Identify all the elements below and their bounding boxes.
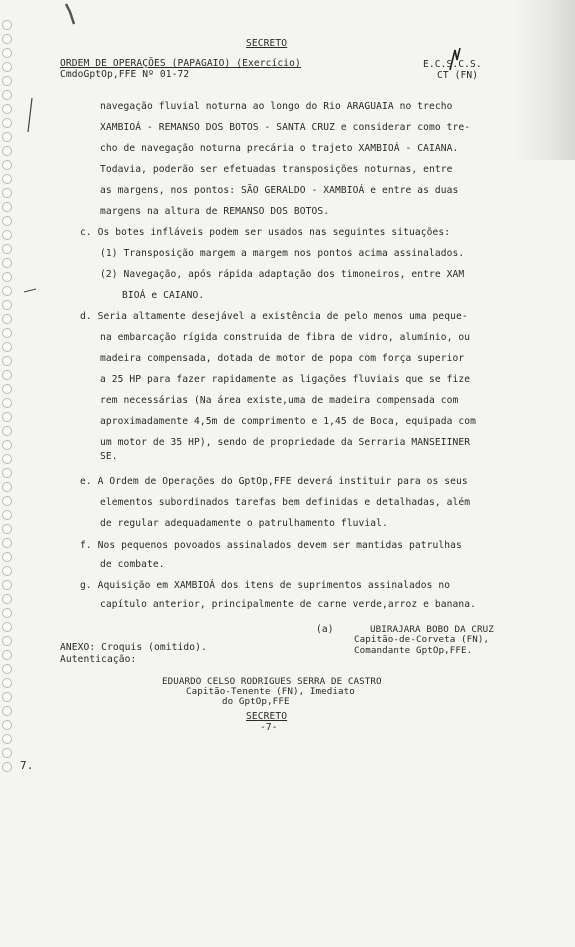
text-line: as margens, nos pontos: SÃO GERALDO - XAMBIOÁ e entre as duas [100,185,459,196]
binder-hole [2,216,12,226]
binder-hole [2,202,12,212]
text-line: margens na altura de REMANSO DOS BOTOS. [100,206,330,217]
item-d-line: a 25 HP para fazer rapidamente as ligações fluviais que se fize [100,374,471,385]
binder-hole [2,244,12,254]
text-line: Todavia, poderão ser efetuadas transposições noturnas, entre [100,164,453,175]
item-g-line: capítulo anterior, principalmente de carne verde,arroz e banana. [100,599,477,610]
binder-hole [2,692,12,702]
binder-hole [2,104,12,114]
binder-hole [2,482,12,492]
item-c-line: (1) Transposição margem a margem nos pontos acima assinalados. [100,248,465,259]
item-c-line: (2) Navegação, após rápida adaptação dos timoneiros, entre XAM [100,269,465,280]
scan-mark-top [62,2,82,28]
binder-hole [2,314,12,324]
item-d-line: um motor de 35 HP), sendo de propriedade da Serraria MANSEIINER [100,437,471,448]
binder-hole [2,300,12,310]
item-d-line: na embarcação rígida construida de fibra de vidro, alumínio, ou [100,332,471,343]
binder-hole [2,650,12,660]
binder-hole [2,510,12,520]
item-d-line: aproximadamente 4,5m de comprimento e 1,45 de Boca, equipada com [100,416,477,427]
item-c-line: BIOÁ e CAIANO. [122,290,205,301]
binder-hole [2,370,12,380]
binder-hole [2,174,12,184]
binder-hole [2,636,12,646]
classification-bottom: SECRETO [246,711,288,722]
binder-hole [2,454,12,464]
scan-shadow [515,0,575,160]
binder-hole [2,678,12,688]
item-g-line: g. Aquisição em XAMBIOÁ dos itens de suprimentos assinalados no [80,580,451,591]
text-line: navegação fluvial noturna ao longo do Rio ARAGUAIA no trecho [100,101,453,112]
binder-hole [2,594,12,604]
signatory-name: UBIRAJARA BOBO DA CRUZ [370,624,494,635]
binder-hole [2,664,12,674]
binder-hole [2,48,12,58]
reference-code: E.C.S.C.S. [423,59,482,70]
binder-hole [2,496,12,506]
binder-hole [2,342,12,352]
authenticator-name: EDUARDO CELSO RODRIGUES SERRA DE CASTRO [162,676,382,687]
item-e-line: de regular adequadamente o patrulhamento fluvial. [100,518,388,529]
binder-hole [2,384,12,394]
binder-hole [2,734,12,744]
authentication-label: Autenticação: [60,654,137,665]
annex-note: ANEXO: Croquis (omitido). [60,642,207,653]
item-d-line: SE. [100,451,118,462]
binder-hole [2,76,12,86]
binder-hole [2,34,12,44]
item-d-line: d. Seria altamente desejável a existência de pelo menos uma peque- [80,311,468,322]
binder-hole [2,188,12,198]
signed-mark: (a) [316,624,334,635]
margin-dash-mark [22,282,40,296]
binder-hole [2,720,12,730]
binder-hole [2,412,12,422]
authenticator-unit: do GptOp,FFE [222,696,290,707]
classification-top: SECRETO [246,38,288,49]
binder-hole [2,440,12,450]
binder-hole [2,90,12,100]
binder-hole [2,258,12,268]
binder-holes [2,20,16,770]
item-e-line: elementos subordinados tarefas bem definidas e detalhadas, além [100,497,471,508]
item-d-line: rem necessárias (Na área existe,uma de madeira compensada com [100,395,459,406]
text-line: XAMBIOÁ - REMANSO DOS BOTOS - SANTA CRUZ e considerar como tre- [100,122,471,133]
page-number: -7- [260,722,278,733]
binder-hole [2,356,12,366]
binder-hole [2,160,12,170]
binder-hole [2,230,12,240]
item-d-line: madeira compensada, dotada de motor de popa com força superior [100,353,465,364]
binder-hole [2,286,12,296]
binder-hole [2,328,12,338]
item-f-line: f. Nos pequenos povoados assinalados devem ser mantidas patrulhas [80,540,462,551]
binder-hole [2,468,12,478]
binder-hole [2,706,12,716]
item-e-line: e. A Ordem de Operações do GptOp,FFE deverá instituir para os seus [80,476,468,487]
binder-hole [2,580,12,590]
binder-hole [2,398,12,408]
binder-hole [2,762,12,772]
margin-page-number: 7. [20,759,34,772]
item-c-line: c. Os botes infláveis podem ser usados nas seguintes situações: [80,227,451,238]
binder-hole [2,20,12,30]
signatory-rank: Capitão-de-Corveta (FN), [354,634,490,645]
binder-hole [2,622,12,632]
item-f-line: de combate. [100,559,165,570]
binder-hole [2,62,12,72]
text-line: cho de navegação noturna precária o trajeto XAMBIOÁ - CAIANA. [100,143,459,154]
binder-hole [2,118,12,128]
binder-hole [2,146,12,156]
margin-line-mark [24,96,36,136]
authenticator-rank: Capitão-Tenente (FN), Imediato [186,686,355,697]
binder-hole [2,426,12,436]
binder-hole [2,552,12,562]
binder-hole [2,272,12,282]
binder-hole [2,608,12,618]
binder-hole [2,132,12,142]
reference-unit: CT (FN) [437,70,479,81]
binder-hole [2,524,12,534]
document-title: ORDEM DE OPERAÇÕES (PAPAGAIO) (Exercício) [60,58,301,69]
signatory-role: Comandante GptOp,FFE. [354,645,473,656]
document-number: CmdoGptOp,FFE Nº 01-72 [60,69,190,80]
binder-hole [2,538,12,548]
binder-hole [2,566,12,576]
binder-hole [2,748,12,758]
